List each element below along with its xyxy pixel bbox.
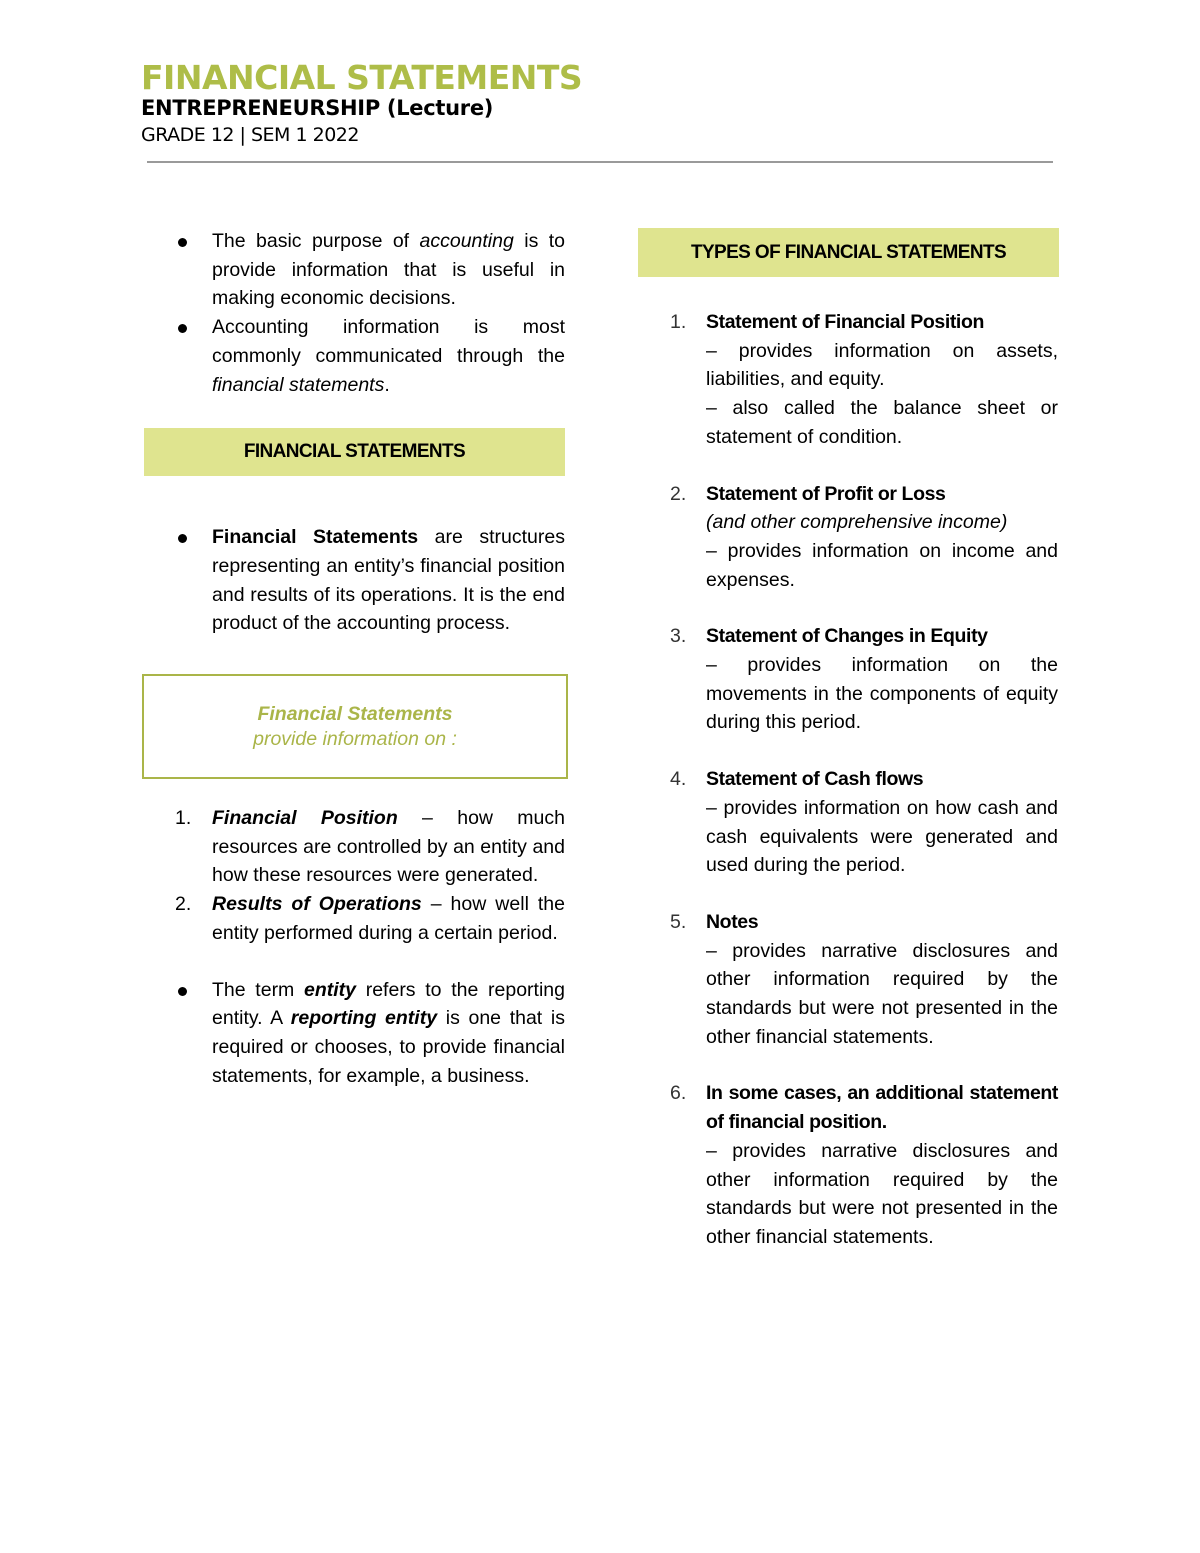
subject-heading: ENTREPRENEURSHIP (Lecture) (141, 96, 494, 120)
frame-heading: Financial Statements (257, 702, 453, 725)
info-item: 2. Results of Operations – how well the entity performed during a certain period. (175, 893, 565, 944)
statement-type-item: 6. In some cases, an additional statement of financial position. – provides narrative disclosures and other information required by the standards but were not presented in the other financial statements. (670, 1082, 1058, 1248)
types-band: TYPES OF FINANCIAL STATEMENTS (638, 228, 1059, 277)
bullet-item: The basic purpose of accounting is to provide information that is useful in making economic decisions. (170, 227, 565, 313)
definition-bullet: Financial Statements are structures representing an entity’s financial position and results of its operations. It is the end product of the accounting process. (170, 523, 565, 638)
bullet-icon (178, 987, 187, 996)
left-column (170, 227, 565, 1090)
bullet-icon (178, 534, 187, 543)
entity-note-bullet: The term entity refers to the reporting entity. A reporting entity is one that is required or chooses, to provide financial statements, for example, a business. (170, 976, 565, 1091)
info-item: 1. Financial Position – how much resources are controlled by an entity and how these resources were generated. (175, 807, 565, 887)
frame-subheading: provide information on : (253, 727, 457, 750)
bullet-icon (178, 238, 187, 247)
grade-semester-line: GRADE 12 | SEM 1 2022 (141, 124, 359, 146)
page-title: FINANCIAL STATEMENTS (141, 58, 583, 97)
right-column (664, 308, 1058, 1252)
statement-type-item: 1. Statement of Financial Position – provides information on assets, liabilities, and equity. – also called the balance sheet or statement of condition. (670, 311, 1058, 448)
info-frame (142, 674, 568, 779)
bullet-icon (178, 324, 187, 333)
financial-statements-band: FINANCIAL STATEMENTS (144, 428, 565, 476)
header-divider (147, 161, 1053, 163)
statement-type-item: 2. Statement of Profit or Loss (and other comprehensive income) – provides information on income and expenses. (670, 482, 1058, 591)
statement-type-item: 5. Notes – provides narrative disclosures and other information required by the standards but were not presented in the other financial statements. (670, 910, 1058, 1048)
statement-type-item: 4. Statement of Cash flows – provides information on how cash and cash equivalents were generated and used during the period. (670, 768, 1058, 877)
statement-type-item: 3. Statement of Changes in Equity – provides information on the movements in the components of equity during this period. (670, 625, 1058, 734)
bullet-item: Accounting information is most commonly communicated through the financial statements. (170, 313, 565, 399)
